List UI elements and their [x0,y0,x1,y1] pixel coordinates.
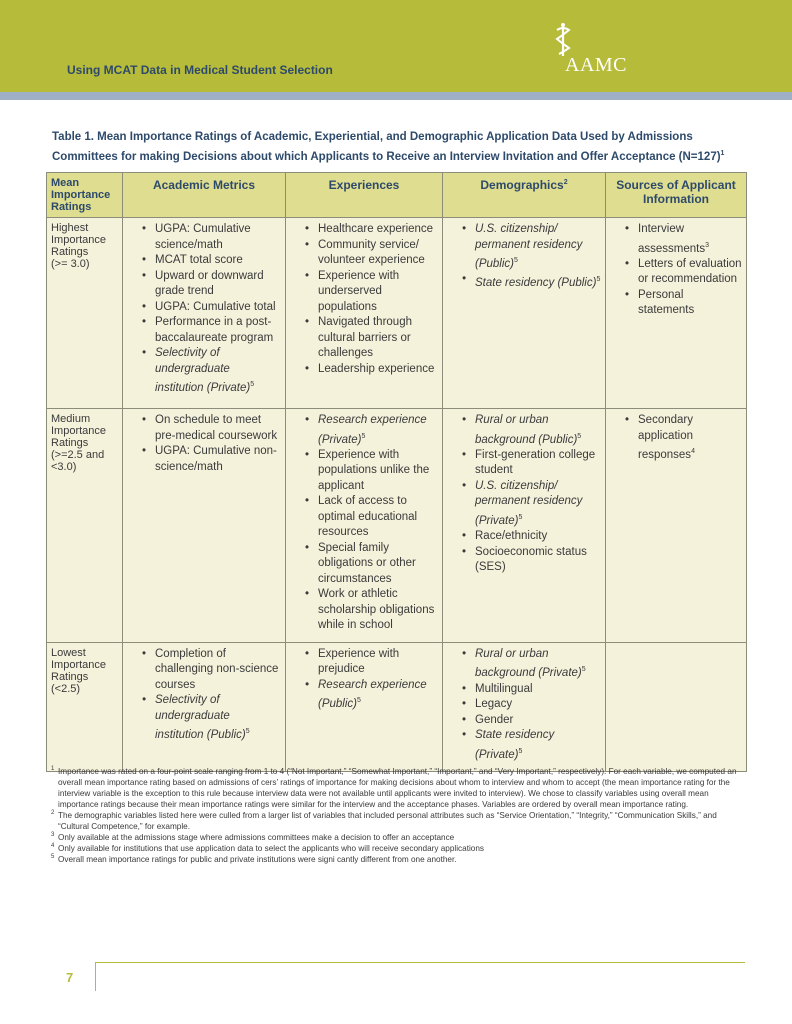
footnote-text: Only available at the admissions stage where admissions committees make a decision to offer an acceptance [58,833,455,842]
list-item-text: First-generation college student [475,448,596,477]
list-item-text: MCAT total score [155,254,243,266]
footnote-ref: 5 [361,432,366,440]
list-item [155,693,281,743]
list-item [475,647,601,682]
list-item-text: Performance in a post-baccalaureate program [155,316,274,344]
list-item [155,444,281,475]
list-item [475,272,601,291]
list-item [155,269,281,300]
footnote-text: The demographic variables listed here were culled from a larger list of variables that included personal attributes such as “Service Orientation,” “Integrity,” “Communication Skills,” and “Cultural Competence,” for example. [58,811,717,831]
caduceus-icon [551,22,575,58]
list-item-text: On schedule to meet pre-medical coursework [155,414,278,442]
list-item-text: Multilingual [475,682,533,695]
footnote-ref: 5 [518,513,523,521]
footnote [51,810,747,832]
list-item-text: Leadership experience [318,362,435,375]
list-item-text: Letters of evaluation or recommendation [638,257,742,286]
footnote [51,854,747,865]
list-item-text: Socioeconomic status (SES) [475,545,587,574]
list-item-text: Experience with underserved populations [318,269,400,313]
footnote-ref: 5 [245,728,250,736]
list-item-text: Upward or downward grade trend [155,269,264,297]
rating-label-line: Highest [51,222,89,234]
footnotes [51,766,747,865]
table-body [47,218,747,772]
footnote-ref: 5 [596,276,601,284]
list-item-text: Special family obligations or other circumstances [318,541,416,585]
list-item [318,678,438,713]
list-item [318,362,438,378]
footnote [51,766,747,810]
table-header-row [47,173,747,218]
list-item [318,413,438,448]
demographics-list [447,413,601,576]
rating-label-line: Lowest [51,646,86,659]
demographics-list [447,222,601,292]
rating-label-line: (<2.5) [51,682,81,695]
list-item [318,222,438,238]
list-item-text: Research experience (Public) [318,678,427,711]
demographics-cell [443,642,606,771]
sources-cell [606,642,747,771]
page-number: 7 [66,970,74,985]
rating-label-line: Ratings [51,437,89,449]
experiences-list [290,647,438,713]
list-item [155,647,281,694]
header-academic-metrics: Academic Metrics [123,173,286,218]
list-item-text: Research experience (Private) [318,414,427,446]
list-item [155,222,281,253]
footnote-ref: 4 [691,448,695,455]
footnote-ref: 5 [513,257,518,264]
aamc-logo [549,22,629,82]
table-row [47,409,747,643]
list-item [475,545,601,576]
footnote-ref: 5 [577,432,582,440]
list-item [638,288,742,319]
footnote [51,832,747,843]
importance-ratings-table [46,172,747,772]
list-item [155,346,281,396]
list-item-text: Healthcare experience [318,223,434,235]
list-item [318,494,438,541]
footnote-number: 1 [51,766,55,772]
list-item-text: U.S. citizenship/ permanent residency (Public) [475,223,583,270]
footnote-text: Only available for institutions that use application data to select the applicants who will receive secondary applications [58,844,484,853]
academic-cell [123,409,286,643]
list-item-text: Community service/ volunteer experience [318,238,425,266]
list-item [318,541,438,588]
document-title: Using MCAT Data in Medical Student Selection [67,63,333,77]
list-item-text: Secondary application responses [638,414,693,461]
list-item-text: Selectivity of undergraduate institution (Public) [155,694,246,742]
experiences-list [290,413,438,634]
header-demographics: Demographics$^2$ [443,173,606,218]
list-item-text: Lack of access to optimal educational resources [318,495,418,539]
footnote-ref: 5 [356,697,361,705]
footer-divider [95,962,96,991]
rating-label-line: Ratings [51,246,89,258]
list-item-text: Selectivity of undergraduate institution (Private) [155,347,251,394]
list-item [155,315,281,346]
list-item [318,269,438,316]
footnote-text: Overall mean importance ratings for public and private institutions were signi cantly different from one another. [58,855,457,864]
list-item [475,448,601,479]
list-item [638,222,742,257]
list-item-text: U.S. citizenship/ permanent residency (Private) [475,479,583,527]
header-mean-importance: Mean Importance Ratings [47,173,123,218]
list-item [475,697,601,713]
demographics-cell [443,409,606,643]
academic-cell [123,218,286,409]
experiences-cell [286,409,443,643]
list-item [475,529,601,545]
list-item-text: Legacy [475,698,513,711]
table-caption [52,130,742,165]
list-item-text: Rural or urban background (Private) [475,647,582,680]
rating-label-cell [47,218,123,409]
list-item-text: Navigated through cultural barriers or challenges [318,316,412,359]
rating-label-line: (>=2.5 and [51,449,105,461]
footnote-ref: 5 [581,666,586,674]
experiences-cell [286,642,443,771]
sources-list [610,413,742,463]
list-item-text: Experience with prejudice [318,647,400,676]
rating-label-line: (>= 3.0) [51,258,90,270]
footnote-ref: 3 [705,241,710,249]
list-item [638,257,742,288]
footnote-number: 2 [51,810,55,816]
list-item-text: Work or athletic scholarship obligations while in school [318,588,435,632]
footer-rule [95,962,745,963]
list-item [155,300,281,316]
list-item-text: State residency (Public) [475,277,597,290]
list-item-text: Personal statements [638,288,695,317]
list-item [475,728,601,763]
list-item [475,222,601,272]
caption-text: Table 1. Mean Importance Ratings of Academic, Experiential, and Demographic Application Data Used by Admissions Committees for making Decisions about which Applicants to Receive an Interview Invitation and Offer Acceptance (N=127) [52,131,721,163]
rating-label-cell [47,409,123,643]
table-row [47,218,747,409]
list-item-text: Experience with populations unlike the applicant [318,448,430,492]
rating-label-line: <3.0) [51,461,77,473]
footnote-ref: 5 [518,747,523,755]
list-item [318,448,438,495]
footnote [51,843,747,854]
footnote-number: 3 [51,832,55,838]
header-banner [0,0,792,92]
header-experiences: Experiences [286,173,443,218]
experiences-cell [286,218,443,409]
experiences-list [290,222,438,377]
rating-label-line: Medium [51,413,91,425]
footnote-text: Importance was rated on a four-point scale ranging from 1 to 4 (“Not Important,” “Somewhat Important,” “Important,” and “Very Important,” respectively). For each variable, we computed an overall mean importance rating based on admissions of cers’ ratings of importance for making decisions about whom to interview and whom to accept (the mean importance rating for the interview variable is the exception to this rule because interview data were not available until applicants were invited to interview). We chose to classify variables using overall mean importance ratings because their mean importance ratings were similar for the interview and the acceptance phases. Variables are ordered by overall mean importance rating. [58,767,737,809]
list-item-text: Completion of challenging non-science courses [155,647,279,691]
list-item [475,413,601,448]
logo-text: AAMC [565,54,628,76]
header-stripe [0,92,792,100]
table-row [47,642,747,771]
list-item-text: UGPA: Cumulative non-science/math [155,445,277,473]
list-item-text: UGPA: Cumulative science/math [155,223,251,251]
footnote-number: 4 [51,843,55,849]
academic-list [127,413,281,475]
sources-list [610,222,742,319]
caption-footnote-ref: 1 [720,149,725,157]
academic-cell [123,642,286,771]
academic-list [127,647,281,744]
footnote-number: 5 [51,854,55,860]
list-item [155,253,281,269]
list-item [475,479,601,529]
list-item [638,413,742,463]
rating-label-line: Importance [51,425,107,437]
footnote-ref: 5 [250,381,255,388]
list-item-text: Rural or urban background (Public) [475,414,578,446]
list-item [318,587,438,634]
list-item-text: Interview assessments [638,223,706,255]
list-item-text: Gender [475,713,514,726]
list-item [318,238,438,269]
list-item [318,315,438,362]
list-item-text: State residency (Private) [475,729,555,761]
list-item-text: Race/ethnicity [475,530,548,543]
rating-label-line: Importance [51,234,107,246]
academic-list [127,222,281,396]
rating-label-line: Importance [51,658,107,671]
list-item-text: UGPA: Cumulative total [155,300,276,313]
demographics-cell [443,218,606,409]
demographics-list [447,647,601,763]
list-item [475,682,601,698]
sources-cell [606,409,747,643]
list-item [318,647,438,678]
rating-label-cell [47,642,123,771]
rating-label-line: Ratings [51,670,89,683]
list-item [155,413,281,444]
list-item [475,713,601,729]
header-sources: Sources of Applicant Information [606,173,747,218]
sources-cell [606,218,747,409]
